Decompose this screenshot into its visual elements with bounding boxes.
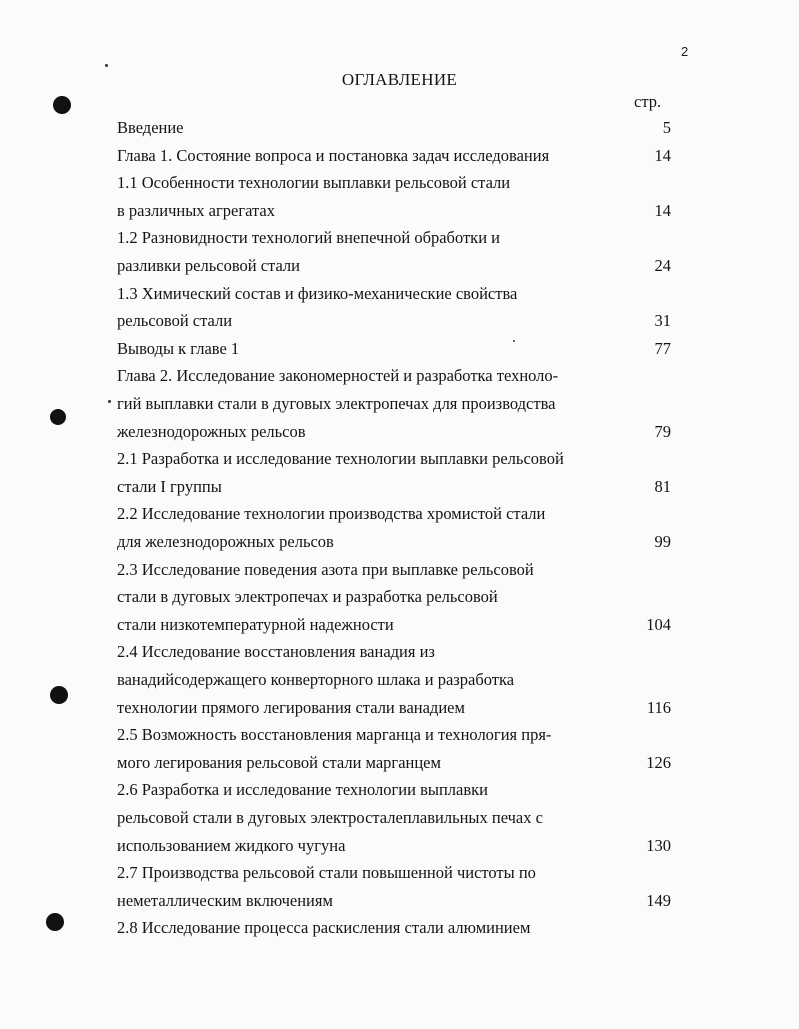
toc-entry-page: 130 xyxy=(646,835,671,855)
page-column-header: стр. xyxy=(634,92,662,111)
toc-entry-page: 126 xyxy=(646,752,671,772)
toc-entry-text: 2.8 Исследование процесса раскисления стали алюминием xyxy=(117,918,531,938)
toc-entry-text: Выводы к главе 1 xyxy=(117,338,240,358)
punch-hole-icon xyxy=(50,686,68,704)
toc-line xyxy=(117,309,677,333)
toc-entry-text: 2.4 Исследование восстановления ванадия из xyxy=(117,642,435,662)
toc-entry-text: мого легирования рельсовой стали марганцем xyxy=(117,752,441,772)
toc-line xyxy=(117,861,677,885)
toc-entry-text: 2.1 Разработка и исследование технологии выплавки рельсовой xyxy=(117,449,564,469)
toc-line xyxy=(117,420,677,444)
toc-entry-text: стали I группы xyxy=(117,476,222,496)
toc-entry-text: 2.2 Исследование технологии производства хромистой стали xyxy=(117,504,546,524)
toc-line xyxy=(117,392,677,416)
toc-line xyxy=(117,778,677,802)
toc-line xyxy=(117,364,677,388)
toc-line xyxy=(117,337,677,361)
toc-entry-text: рельсовой стали в дуговых электросталеплавильных печах с xyxy=(117,808,543,827)
toc-entry-page: 14 xyxy=(654,200,671,220)
toc-entry-text: железнодорожных рельсов xyxy=(117,421,306,441)
toc-line xyxy=(117,613,677,637)
toc-line xyxy=(117,585,677,609)
toc-line xyxy=(117,696,677,720)
toc-entry-text: использованием жидкого чугуна xyxy=(117,835,346,855)
toc-line xyxy=(117,834,677,858)
toc-line xyxy=(117,282,677,306)
toc-line xyxy=(117,916,677,940)
scan-speck xyxy=(108,400,111,403)
toc-entry-page: 116 xyxy=(646,697,671,717)
toc-line xyxy=(117,199,677,223)
toc-entry-page: 5 xyxy=(662,118,671,137)
page-number: 2 xyxy=(681,44,689,59)
toc-entry-text: для железнодорожных рельсов xyxy=(117,532,334,551)
toc-line xyxy=(117,723,677,747)
toc-line xyxy=(117,226,677,250)
toc-entry-page: 79 xyxy=(654,421,671,441)
toc-entry-text: гий выплавки стали в дуговых электропечах для производства xyxy=(117,394,556,413)
toc-entry-page: 149 xyxy=(646,890,671,910)
page-title: ОГЛАВЛЕНИЕ xyxy=(341,70,458,89)
toc-line xyxy=(117,806,677,830)
toc-entry-text: технологии прямого легирования стали ванадием xyxy=(117,697,465,717)
toc-line xyxy=(117,558,677,582)
toc-entry-text: Глава 2. Исследование закономерностей и разработка техноло- xyxy=(117,366,559,386)
toc-entry-page: 14 xyxy=(654,145,671,165)
toc-line xyxy=(117,502,677,526)
punch-hole-icon xyxy=(46,913,64,931)
punch-hole-icon xyxy=(50,409,66,425)
toc-entry-text: 2.6 Разработка и исследование технологии выплавки xyxy=(117,780,488,800)
toc-line xyxy=(117,889,677,913)
toc-entry-text: 2.5 Возможность восстановления марганца и технология пря- xyxy=(117,725,552,745)
toc-line xyxy=(117,116,677,140)
toc-entry-text: Глава 1. Состояние вопроса и постановка задач исследования xyxy=(117,145,550,165)
toc-entry-text: 2.3 Исследование поведения азота при выплавке рельсовой xyxy=(117,559,534,579)
toc-entry-text: стали в дуговых электропечах и разработка рельсовой xyxy=(117,587,498,607)
toc-entry-page: 81 xyxy=(654,476,671,496)
toc-entry-text: 1.1 Особенности технологии выплавки рельсовой стали xyxy=(117,173,511,193)
toc-entry-text: рельсовой стали xyxy=(117,311,233,331)
toc-line xyxy=(117,668,677,692)
toc-entry-text: неметаллическим включениям xyxy=(117,890,333,910)
toc-entry-page: 99 xyxy=(654,532,671,551)
toc-line xyxy=(117,530,677,554)
toc-entry-text: ванадийсодержащего конверторного шлака и разработка xyxy=(117,670,515,689)
toc-line xyxy=(117,171,677,195)
toc-entry-text: разливки рельсовой стали xyxy=(117,256,300,275)
toc-line xyxy=(117,254,677,278)
toc-entry-page: 31 xyxy=(654,311,671,331)
toc-entry-text: в различных агрегатах xyxy=(117,200,275,220)
toc-line xyxy=(117,144,677,168)
toc-line xyxy=(117,475,677,499)
toc-entry-page: 104 xyxy=(646,614,671,634)
toc-entry-page: 77 xyxy=(654,338,671,358)
toc-entry-text: Введение xyxy=(117,118,184,137)
punch-hole-icon xyxy=(53,96,71,114)
scan-speck xyxy=(513,340,515,342)
toc-entry-text: 1.2 Разновидности технологий внепечной обработки и xyxy=(117,228,500,248)
toc-entry-text: 2.7 Производства рельсовой стали повышенной чистоты по xyxy=(117,863,536,883)
toc-line xyxy=(117,640,677,664)
scan-speck xyxy=(105,64,108,67)
toc-line xyxy=(117,751,677,775)
toc-line xyxy=(117,447,677,471)
toc-entry-text: стали низкотемпературной надежности xyxy=(117,614,394,634)
toc-entry-text: 1.3 Химический состав и физико-механические свойства xyxy=(117,283,518,303)
toc-entry-page: 24 xyxy=(654,256,671,275)
